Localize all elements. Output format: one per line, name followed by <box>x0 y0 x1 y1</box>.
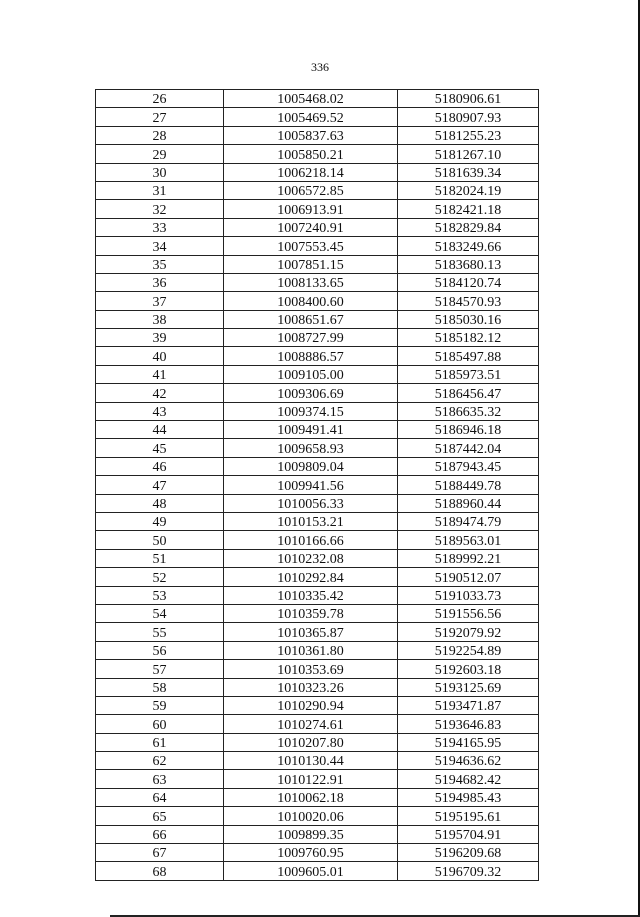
point-number-cell: 59 <box>96 696 224 714</box>
y-coordinate-cell: 5180907.93 <box>398 108 539 126</box>
y-coordinate-cell: 5181255.23 <box>398 126 539 144</box>
y-coordinate-cell: 5182421.18 <box>398 200 539 218</box>
point-number-cell: 58 <box>96 678 224 696</box>
point-number-cell: 61 <box>96 733 224 751</box>
coordinates-table-body <box>96 90 539 881</box>
x-coordinate-cell: 1006913.91 <box>224 200 398 218</box>
table-row <box>96 844 539 862</box>
point-number-cell: 44 <box>96 421 224 439</box>
table-row <box>96 660 539 678</box>
y-coordinate-cell: 5185030.16 <box>398 310 539 328</box>
x-coordinate-cell: 1010361.80 <box>224 641 398 659</box>
table-row <box>96 181 539 199</box>
point-number-cell: 68 <box>96 862 224 880</box>
point-number-cell: 36 <box>96 273 224 291</box>
table-row <box>96 402 539 420</box>
table-row <box>96 549 539 567</box>
y-coordinate-cell: 5194682.42 <box>398 770 539 788</box>
y-coordinate-cell: 5185497.88 <box>398 347 539 365</box>
table-row <box>96 512 539 530</box>
y-coordinate-cell: 5189563.01 <box>398 531 539 549</box>
point-number-cell: 34 <box>96 237 224 255</box>
table-row <box>96 862 539 880</box>
point-number-cell: 39 <box>96 329 224 347</box>
table-row <box>96 292 539 310</box>
point-number-cell: 66 <box>96 825 224 843</box>
y-coordinate-cell: 5183680.13 <box>398 255 539 273</box>
y-coordinate-cell: 5191556.56 <box>398 604 539 622</box>
table-row <box>96 200 539 218</box>
x-coordinate-cell: 1007851.15 <box>224 255 398 273</box>
y-coordinate-cell: 5186456.47 <box>398 384 539 402</box>
table-row <box>96 365 539 383</box>
point-number-cell: 41 <box>96 365 224 383</box>
table-row <box>96 531 539 549</box>
y-coordinate-cell: 5192603.18 <box>398 660 539 678</box>
y-coordinate-cell: 5185182.12 <box>398 329 539 347</box>
x-coordinate-cell: 1010153.21 <box>224 512 398 530</box>
x-coordinate-cell: 1010130.44 <box>224 752 398 770</box>
x-coordinate-cell: 1010365.87 <box>224 623 398 641</box>
y-coordinate-cell: 5193471.87 <box>398 696 539 714</box>
point-number-cell: 37 <box>96 292 224 310</box>
table-row <box>96 163 539 181</box>
table-row <box>96 715 539 733</box>
x-coordinate-cell: 1010290.94 <box>224 696 398 714</box>
point-number-cell: 49 <box>96 512 224 530</box>
x-coordinate-cell: 1009105.00 <box>224 365 398 383</box>
x-coordinate-cell: 1009374.15 <box>224 402 398 420</box>
point-number-cell: 28 <box>96 126 224 144</box>
table-row <box>96 696 539 714</box>
table-row <box>96 733 539 751</box>
x-coordinate-cell: 1008133.65 <box>224 273 398 291</box>
y-coordinate-cell: 5189992.21 <box>398 549 539 567</box>
x-coordinate-cell: 1007553.45 <box>224 237 398 255</box>
table-row <box>96 145 539 163</box>
point-number-cell: 52 <box>96 568 224 586</box>
y-coordinate-cell: 5184570.93 <box>398 292 539 310</box>
table-row <box>96 641 539 659</box>
table-row <box>96 678 539 696</box>
table-row <box>96 623 539 641</box>
table-row <box>96 788 539 806</box>
y-coordinate-cell: 5191033.73 <box>398 586 539 604</box>
point-number-cell: 55 <box>96 623 224 641</box>
x-coordinate-cell: 1008727.99 <box>224 329 398 347</box>
y-coordinate-cell: 5193646.83 <box>398 715 539 733</box>
x-coordinate-cell: 1009899.35 <box>224 825 398 843</box>
x-coordinate-cell: 1009760.95 <box>224 844 398 862</box>
point-number-cell: 62 <box>96 752 224 770</box>
table-row <box>96 604 539 622</box>
y-coordinate-cell: 5187442.04 <box>398 439 539 457</box>
x-coordinate-cell: 1010166.66 <box>224 531 398 549</box>
x-coordinate-cell: 1009491.41 <box>224 421 398 439</box>
y-coordinate-cell: 5188960.44 <box>398 494 539 512</box>
y-coordinate-cell: 5189474.79 <box>398 512 539 530</box>
y-coordinate-cell: 5186946.18 <box>398 421 539 439</box>
point-number-cell: 63 <box>96 770 224 788</box>
x-coordinate-cell: 1008651.67 <box>224 310 398 328</box>
x-coordinate-cell: 1008400.60 <box>224 292 398 310</box>
table-row <box>96 807 539 825</box>
y-coordinate-cell: 5192079.92 <box>398 623 539 641</box>
point-number-cell: 30 <box>96 163 224 181</box>
x-coordinate-cell: 1010335.42 <box>224 586 398 604</box>
y-coordinate-cell: 5195704.91 <box>398 825 539 843</box>
y-coordinate-cell: 5180906.61 <box>398 90 539 108</box>
y-coordinate-cell: 5186635.32 <box>398 402 539 420</box>
y-coordinate-cell: 5182024.19 <box>398 181 539 199</box>
point-number-cell: 48 <box>96 494 224 512</box>
x-coordinate-cell: 1009306.69 <box>224 384 398 402</box>
y-coordinate-cell: 5187943.45 <box>398 457 539 475</box>
x-coordinate-cell: 1010292.84 <box>224 568 398 586</box>
point-number-cell: 64 <box>96 788 224 806</box>
table-row <box>96 273 539 291</box>
point-number-cell: 26 <box>96 90 224 108</box>
y-coordinate-cell: 5185973.51 <box>398 365 539 383</box>
point-number-cell: 45 <box>96 439 224 457</box>
x-coordinate-cell: 1005837.63 <box>224 126 398 144</box>
table-row <box>96 586 539 604</box>
x-coordinate-cell: 1009941.56 <box>224 476 398 494</box>
y-coordinate-cell: 5182829.84 <box>398 218 539 236</box>
point-number-cell: 60 <box>96 715 224 733</box>
x-coordinate-cell: 1010274.61 <box>224 715 398 733</box>
y-coordinate-cell: 5194985.43 <box>398 788 539 806</box>
x-coordinate-cell: 1008886.57 <box>224 347 398 365</box>
table-row <box>96 825 539 843</box>
table-row <box>96 310 539 328</box>
x-coordinate-cell: 1010232.08 <box>224 549 398 567</box>
x-coordinate-cell: 1007240.91 <box>224 218 398 236</box>
y-coordinate-cell: 5181639.34 <box>398 163 539 181</box>
point-number-cell: 27 <box>96 108 224 126</box>
point-number-cell: 38 <box>96 310 224 328</box>
x-coordinate-cell: 1009809.04 <box>224 457 398 475</box>
table-row <box>96 218 539 236</box>
point-number-cell: 53 <box>96 586 224 604</box>
x-coordinate-cell: 1006572.85 <box>224 181 398 199</box>
x-coordinate-cell: 1005469.52 <box>224 108 398 126</box>
y-coordinate-cell: 5193125.69 <box>398 678 539 696</box>
table-row <box>96 476 539 494</box>
page-number: 336 <box>311 60 329 74</box>
x-coordinate-cell: 1010207.80 <box>224 733 398 751</box>
y-coordinate-cell: 5196709.32 <box>398 862 539 880</box>
y-coordinate-cell: 5181267.10 <box>398 145 539 163</box>
table-row <box>96 457 539 475</box>
x-coordinate-cell: 1010359.78 <box>224 604 398 622</box>
point-number-cell: 35 <box>96 255 224 273</box>
table-row <box>96 568 539 586</box>
point-number-cell: 29 <box>96 145 224 163</box>
x-coordinate-cell: 1009605.01 <box>224 862 398 880</box>
table-row <box>96 494 539 512</box>
point-number-cell: 42 <box>96 384 224 402</box>
x-coordinate-cell: 1010323.26 <box>224 678 398 696</box>
y-coordinate-cell: 5184120.74 <box>398 273 539 291</box>
point-number-cell: 43 <box>96 402 224 420</box>
table-row <box>96 752 539 770</box>
table-row <box>96 439 539 457</box>
x-coordinate-cell: 1010122.91 <box>224 770 398 788</box>
table-row <box>96 347 539 365</box>
table-row <box>96 126 539 144</box>
table-row <box>96 384 539 402</box>
x-coordinate-cell: 1005468.02 <box>224 90 398 108</box>
point-number-cell: 57 <box>96 660 224 678</box>
x-coordinate-cell: 1010062.18 <box>224 788 398 806</box>
y-coordinate-cell: 5190512.07 <box>398 568 539 586</box>
point-number-cell: 67 <box>96 844 224 862</box>
y-coordinate-cell: 5192254.89 <box>398 641 539 659</box>
point-number-cell: 56 <box>96 641 224 659</box>
table-row <box>96 255 539 273</box>
coordinates-table <box>95 89 539 881</box>
point-number-cell: 40 <box>96 347 224 365</box>
y-coordinate-cell: 5183249.66 <box>398 237 539 255</box>
y-coordinate-cell: 5194165.95 <box>398 733 539 751</box>
table-row <box>96 108 539 126</box>
point-number-cell: 32 <box>96 200 224 218</box>
x-coordinate-cell: 1010353.69 <box>224 660 398 678</box>
table-row <box>96 421 539 439</box>
y-coordinate-cell: 5195195.61 <box>398 807 539 825</box>
table-row <box>96 90 539 108</box>
x-coordinate-cell: 1009658.93 <box>224 439 398 457</box>
y-coordinate-cell: 5196209.68 <box>398 844 539 862</box>
x-coordinate-cell: 1005850.21 <box>224 145 398 163</box>
x-coordinate-cell: 1010020.06 <box>224 807 398 825</box>
y-coordinate-cell: 5194636.62 <box>398 752 539 770</box>
table-row <box>96 237 539 255</box>
point-number-cell: 65 <box>96 807 224 825</box>
point-number-cell: 31 <box>96 181 224 199</box>
point-number-cell: 33 <box>96 218 224 236</box>
table-row <box>96 329 539 347</box>
point-number-cell: 54 <box>96 604 224 622</box>
point-number-cell: 46 <box>96 457 224 475</box>
x-coordinate-cell: 1010056.33 <box>224 494 398 512</box>
point-number-cell: 47 <box>96 476 224 494</box>
y-coordinate-cell: 5188449.78 <box>398 476 539 494</box>
table-row <box>96 770 539 788</box>
point-number-cell: 51 <box>96 549 224 567</box>
point-number-cell: 50 <box>96 531 224 549</box>
x-coordinate-cell: 1006218.14 <box>224 163 398 181</box>
